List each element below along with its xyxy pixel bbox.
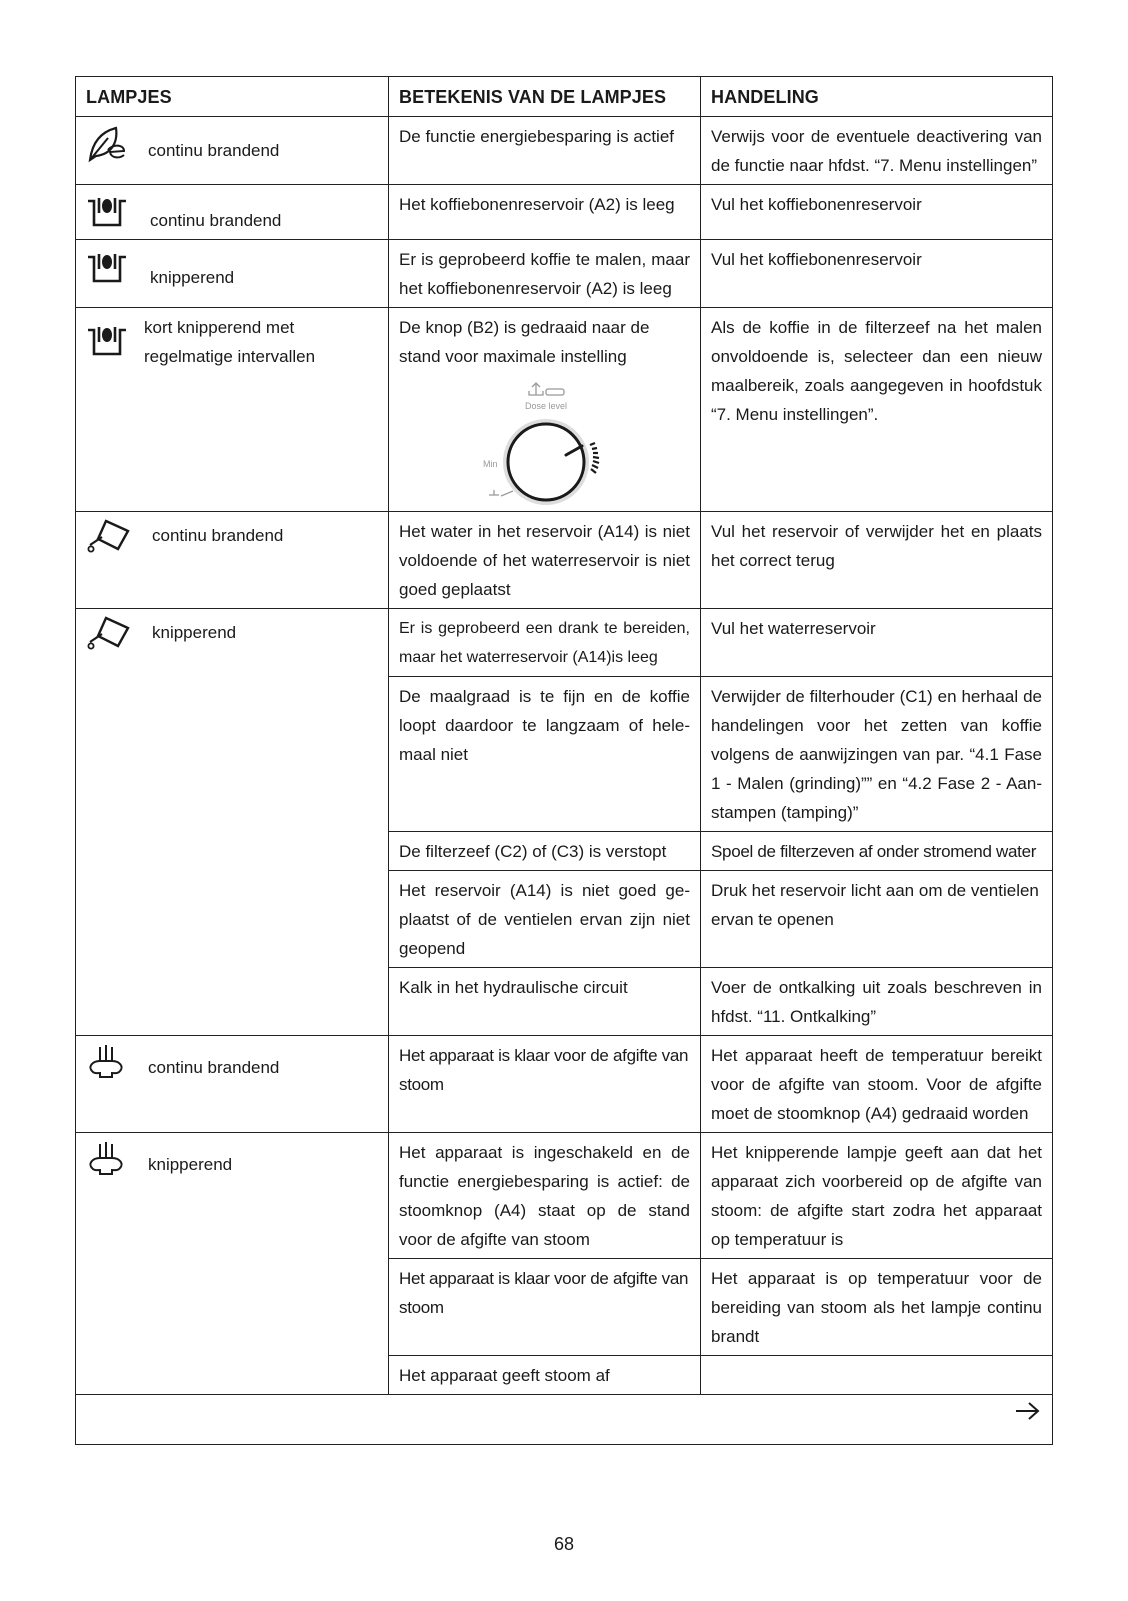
energy-saving-leaf-icon <box>86 124 126 164</box>
meaning-text: De knop (B2) is gedraaid naar de stand voor maximale instelling <box>399 318 650 366</box>
lamp-cell <box>76 1036 389 1133</box>
meaning-cell: Er is geprobeerd een drank te bereiden, maar het waterreservoir (A14)is leeg <box>389 609 701 677</box>
action-cell: Het apparaat heeft de temperatuur bereikt voor de afgifte van stoom. Voor de afgifte moet de stoomknop (A4) gedraaid worden <box>701 1036 1053 1133</box>
lamp-label: knipperend <box>148 1155 233 1174</box>
dial-min-symbol <box>489 490 513 496</box>
action-cell: Verwijs voor de eventuele deactivering van de functie naar hfdst. “7. Menu instellingen” <box>701 117 1053 185</box>
lamp-label: continu brandend <box>150 211 282 230</box>
lamp-label: continu brandend <box>152 525 284 545</box>
table-row <box>76 308 1053 512</box>
table-row <box>76 609 1053 677</box>
meaning-cell: Kalk in het hydraulische circuit <box>389 968 701 1036</box>
water-tank-icon <box>86 614 130 650</box>
action-cell: Vul het koffiebonenreservoir <box>701 240 1053 308</box>
meaning-cell: Het apparaat is klaar voor de afgifte van stoom <box>389 1036 701 1133</box>
meaning-cell: De functie energiebesparing is actief <box>389 117 701 185</box>
indicator-table <box>75 76 1053 1445</box>
lamp-cell <box>76 512 389 609</box>
action-cell: Vul het reservoir of verwijder het en plaats het correct terug <box>701 512 1053 609</box>
action-cell: Als de koffie in de filterzeef na het malen onvoldoende is, selecteer dan een nieuw maalbereik, zoals aangegeven in hoofdstuk “7. Menu instellingen”. <box>701 308 1053 512</box>
action-cell: Het knipperende lampje geeft aan dat het apparaat zich voorbereid op de afgifte van stoom: de afgifte start zodra het apparaat op temperatuur is <box>701 1133 1053 1259</box>
table-row <box>76 1036 1053 1133</box>
meaning-cell: Het koffiebonenreservoir (A2) is leeg <box>389 185 701 240</box>
lamp-label: knipperend <box>152 622 237 642</box>
meaning-cell <box>389 308 701 512</box>
action-cell: Het apparaat is op temperatuur voor de bereiding van stoom als het lampje continu brandt <box>701 1259 1053 1356</box>
table-row <box>76 512 1053 609</box>
action-cell: Vul het koffiebonenreservoir <box>701 185 1053 240</box>
action-cell: Vul het waterreservoir <box>701 609 1053 677</box>
dial-label: Dose level <box>524 401 568 411</box>
meaning-cell: Het reservoir (A14) is niet goed ge-plaatst of de ventielen ervan zijn niet geopend <box>389 871 701 968</box>
table-row <box>76 1133 1053 1259</box>
lamp-cell <box>76 308 389 512</box>
lamp-label: continu brandend <box>148 1058 280 1077</box>
header-lampjes: LAMPJES <box>76 77 389 117</box>
meaning-cell: Het apparaat is klaar voor de afgifte van stoom <box>389 1259 701 1356</box>
lamp-cell <box>76 609 389 1036</box>
lamp-cell <box>76 117 389 185</box>
lamp-cell <box>76 185 389 240</box>
table-row <box>76 117 1053 185</box>
meaning-cell: Het water in het reservoir (A14) is niet voldoende of het waterreservoir is niet goed geplaatst <box>389 512 701 609</box>
header-handeling: HANDELING <box>701 77 1053 117</box>
meaning-cell: Het apparaat is ingeschakeld en de functie energiebesparing is actief: de stoomknop (A4) staat op de stand voor de afgifte van stoom <box>389 1133 701 1259</box>
water-tank-icon <box>86 517 130 553</box>
table-row <box>76 240 1053 308</box>
header-betekenis: BETEKENIS VAN DE LAMPJES <box>389 77 701 117</box>
table-row <box>76 185 1053 240</box>
steam-icon <box>86 1043 126 1081</box>
action-cell: Spoel de filterzeven af onder stromend water <box>701 832 1053 871</box>
dose-level-symbol <box>529 383 564 395</box>
lamp-label: kort knipperend met regelmatige intervallen <box>144 318 316 366</box>
arrow-right-icon <box>1014 1400 1042 1422</box>
continuation-cell <box>76 1395 1053 1445</box>
table-header-row <box>76 77 1053 117</box>
meaning-cell: Er is geprobeerd koffie te malen, maar het koffiebonenreservoir (A2) is leeg <box>389 240 701 308</box>
bean-container-icon <box>86 324 128 360</box>
page-number: 68 <box>553 1534 575 1554</box>
dial-min-label: Min <box>483 459 498 469</box>
lamp-cell <box>76 240 389 308</box>
meaning-cell: De maalgraad is te fijn en de koffie loopt daardoor te langzaam of hele-maal niet <box>389 677 701 832</box>
meaning-cell: De filterzeef (C2) of (C3) is verstopt <box>389 832 701 871</box>
steam-icon <box>86 1140 126 1178</box>
action-cell: Voer de ontkalking uit zoals beschreven in hfdst. “11. Ontkalking” <box>701 968 1053 1036</box>
lamp-label: knipperend <box>150 268 235 287</box>
action-cell: Druk het reservoir licht aan om de ventielen ervan te openen <box>701 871 1053 968</box>
bean-container-icon <box>86 251 128 287</box>
lamp-label: continu brandend <box>148 141 280 160</box>
meaning-cell: Het apparaat geeft stoom af <box>389 1356 701 1395</box>
lamp-cell <box>76 1133 389 1395</box>
bean-container-icon <box>86 195 128 231</box>
dose-level-dial <box>461 377 631 507</box>
dial-scale <box>590 443 599 473</box>
action-cell <box>701 1356 1053 1395</box>
continuation-row <box>76 1395 1053 1445</box>
action-cell: Verwijder de filterhouder (C1) en herhaal de handelingen voor het zetten van koffie volgens de aanwijzingen van par. “4.1 Fase 1 - Malen (grinding)”” en “4.2 Fase 2 - Aan-stampen (tamping)” <box>701 677 1053 832</box>
